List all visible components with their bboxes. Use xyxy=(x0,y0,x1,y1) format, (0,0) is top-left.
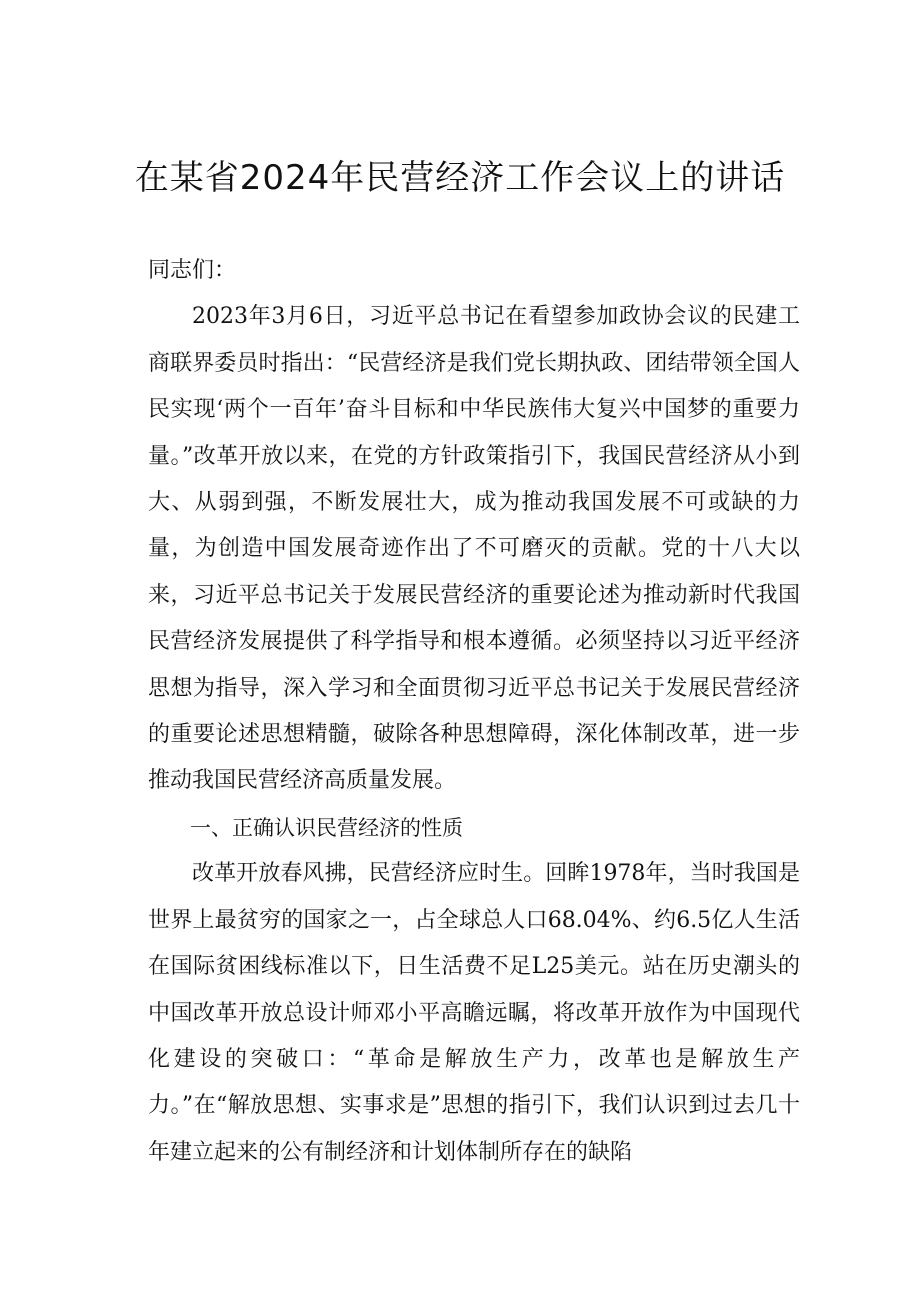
paragraph-intro: 2023年3月6日，习近平总书记在看望参加政协会议的民建工商联界委员时指出：“民营经济是我们党长期执政、团结带领全国人民实现‘两个一百年’奋斗目标和中华民族伟大复兴中国梦的重要力量。”改革开放以来，在党的方针政策指引下，我国民营经济从小到大、从弱到强，不断发展壮大，成为推动我国发展不可或缺的力量，为创造中国发展奇迹作出了不可磨灭的贡献。党的十八大以来，习近平总书记关于发展民营经济的重要论述为推动新时代我国民营经济发展提供了科学指导和根本遵循。必须坚持以习近平经济思想为指导，深入学习和全面贯彻习近平总书记关于发展民营经济的重要论述思想精髓，破除各种思想障碍，深化体制改革，进一步推动我国民营经济高质量发展。 xyxy=(148,304,800,794)
section-heading-1: 一、正确认识民营经济的性质 xyxy=(190,815,463,840)
document-title: 在某省2024年民营经济工作会议上的讲话 xyxy=(134,158,786,198)
greeting: 同志们： xyxy=(148,258,237,283)
document-body xyxy=(148,248,800,1176)
paragraph-section-1: 改革开放春风拂，民营经济应时生。回眸1978年，当时我国是世界上最贫穷的国家之一，占全球总人口68.04%、约6.5亿人生活在国际贫困线标准以下，日生活费不足L25美元。站在历史潮头的中国改革开放总设计师邓小平高瞻远瞩，将改革开放作为中国现代化建设的突破口：“革命是解放生产力，改革也是解放生产力。”在“解放思想、实事求是”思想的指引下，我们认识到过去几十年建立起来的公有制经济和计划体制所存在的缺陷 xyxy=(148,861,800,1165)
